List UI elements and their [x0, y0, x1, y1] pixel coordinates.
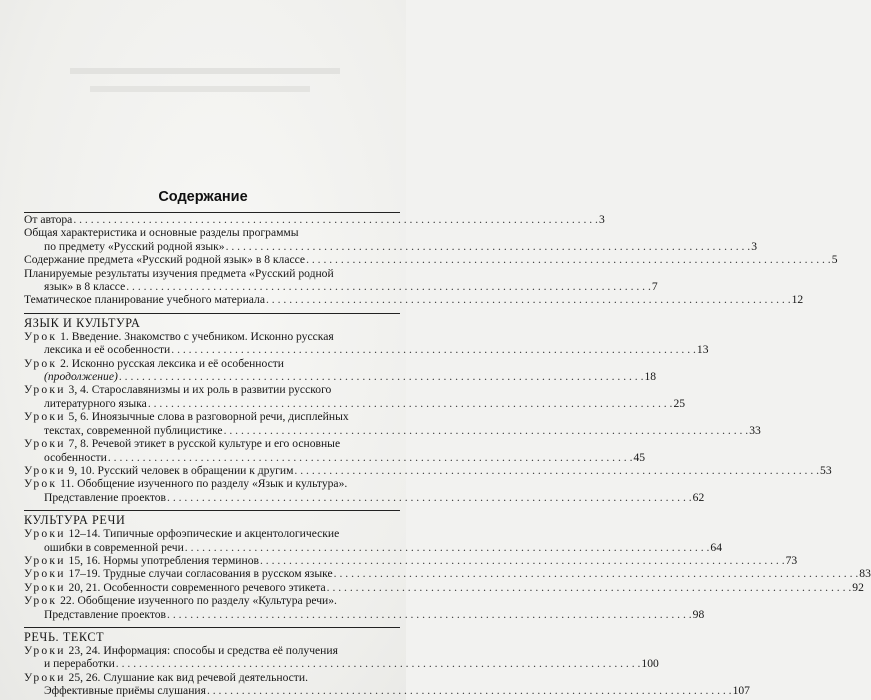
- toc-entry-last-line: [24, 370, 657, 384]
- toc-entry-last-line: [24, 213, 605, 226]
- page-number: 100: [641, 657, 659, 671]
- lesson-number: 2.: [60, 356, 69, 370]
- toc-entry-text-part: ошибки в современной речи: [44, 540, 184, 554]
- dot-leader: [306, 253, 831, 266]
- toc-entry-text: [24, 293, 265, 306]
- toc-entry-text-part: литературного языка: [44, 396, 147, 410]
- lesson-entry[interactable]: [24, 594, 705, 621]
- lesson-entry[interactable]: [24, 383, 686, 410]
- toc-entry-text: [44, 657, 115, 670]
- section-heading: КУЛЬТУРА РЕЧИ: [24, 510, 400, 527]
- lesson-line: [24, 357, 400, 370]
- toc-entry-last-line: [24, 280, 658, 294]
- toc-entry-text: [44, 491, 166, 504]
- lesson-line: [24, 644, 400, 657]
- lesson-number: 5, 6.: [68, 410, 89, 424]
- lesson-label: Уроки: [24, 383, 66, 397]
- toc-entry-last-line: [24, 580, 864, 594]
- lesson-text: Обобщение изученного по разделу «Культура речи».: [77, 594, 337, 608]
- toc-entry-text-part: по предмету «Русский родной язык»: [44, 239, 225, 253]
- lesson-number: 11.: [60, 477, 75, 491]
- toc-entry-text-part: текстах, современной публицистике: [44, 423, 223, 437]
- page-number: 53: [820, 463, 832, 477]
- lesson-entry[interactable]: [24, 329, 709, 357]
- intro-entries: [24, 213, 838, 307]
- toc-entry-text-part: лексика и её особенности: [44, 343, 171, 357]
- toc-entry-text: [44, 343, 170, 356]
- toc-entry-text: [44, 424, 223, 437]
- toc-sections: [24, 313, 871, 698]
- lesson-entry[interactable]: [24, 580, 864, 594]
- lesson-number: 20, 21.: [68, 580, 101, 594]
- page-number: 3: [598, 213, 605, 226]
- dot-leader: [108, 451, 633, 464]
- lesson-entry[interactable]: [24, 437, 646, 464]
- lesson-line: [24, 383, 400, 396]
- toc-entry-text-part: Представление проектов: [44, 607, 167, 621]
- lesson-number: 1.: [60, 329, 69, 343]
- toc-entry[interactable]: [24, 293, 804, 307]
- toc-entry-last-line: [24, 657, 659, 671]
- bleed-through-line: [70, 68, 340, 74]
- dot-leader: [266, 293, 791, 306]
- lesson-line: [24, 671, 400, 684]
- lesson-label: Уроки: [24, 410, 66, 424]
- toc-entry-text: [44, 451, 107, 464]
- lesson-entry[interactable]: [24, 410, 761, 437]
- dot-leader: [119, 370, 644, 383]
- toc-entry[interactable]: [24, 226, 757, 253]
- toc-entry-text: [44, 608, 166, 621]
- toc-entry-text: [44, 370, 118, 383]
- lesson-entry[interactable]: [24, 553, 798, 567]
- lesson-entry[interactable]: [24, 670, 750, 698]
- lesson-text: Слушание как вид речевой деятельности.: [103, 670, 308, 684]
- lesson-line: [24, 330, 400, 343]
- lesson-line: [24, 410, 400, 423]
- lesson-label: Уроки: [24, 643, 66, 657]
- page-number: 73: [785, 553, 798, 567]
- toc-entry[interactable]: [24, 266, 658, 294]
- toc-entry-text: [44, 240, 225, 253]
- toc-entry-last-line: [24, 553, 798, 567]
- toc-entry-line: Общая характеристика и основные разделы программы: [24, 226, 299, 240]
- lesson-text: Исконно русская лексика и её особенности: [71, 356, 285, 370]
- dot-leader: [73, 213, 598, 226]
- lesson-label: Уроки: [24, 580, 66, 594]
- dot-leader: [171, 343, 696, 356]
- page-number: 33: [749, 423, 761, 437]
- toc-entry-text-part: (продолжение): [44, 370, 118, 384]
- dot-leader: [126, 280, 651, 293]
- toc-entry-text: [24, 253, 305, 266]
- toc-entry-last-line: [24, 607, 705, 621]
- toc-entry-last-line: [24, 293, 804, 307]
- toc-entry-last-line: [24, 253, 838, 267]
- dot-leader: [116, 657, 641, 670]
- lesson-text: Иноязычные слова в разговорной речи, дисплейных: [91, 410, 349, 424]
- lesson-line: [24, 594, 400, 607]
- lesson-number: 15, 16.: [68, 553, 101, 567]
- lesson-label: Уроки: [24, 567, 66, 581]
- lesson-number: 7, 8.: [68, 437, 89, 451]
- lesson-text: Введение. Знакомство с учебником. Исконно русская: [71, 329, 334, 343]
- page-number: 45: [633, 450, 646, 464]
- lesson-number: 9, 10.: [68, 463, 95, 477]
- dot-leader: [224, 424, 749, 437]
- lesson-label: Урок: [24, 594, 58, 608]
- toc-entry-text-part: Особенности современного речевого этикета: [103, 580, 326, 594]
- page-number: 107: [732, 684, 750, 698]
- page-number: 98: [692, 607, 705, 621]
- dot-leader: [294, 464, 819, 477]
- lesson-label: Урок: [24, 477, 58, 491]
- lesson-label: Уроки: [24, 670, 66, 684]
- toc-entry[interactable]: [24, 213, 605, 226]
- lesson-label: Урок: [24, 356, 58, 370]
- dot-leader: [207, 684, 732, 697]
- lesson-text: Обобщение изученного по разделу «Язык и культура».: [77, 477, 348, 491]
- lesson-label: Уроки: [24, 553, 66, 567]
- dot-leader: [334, 567, 859, 580]
- toc-entry-last-line: [24, 343, 709, 357]
- toc-entry-text-part: особенности: [44, 450, 107, 464]
- page-number: 18: [644, 370, 657, 384]
- page-number: 25: [673, 396, 686, 410]
- toc-entry-last-line: [24, 684, 750, 698]
- toc-entry-last-line: [24, 450, 646, 464]
- lesson-label: Урок: [24, 329, 58, 343]
- page-number: 62: [692, 490, 705, 504]
- toc-entry-text-part: и переработки: [44, 657, 115, 671]
- dot-leader: [226, 240, 751, 253]
- toc-entry-text-part: Тематическое планирование учебного материала: [24, 293, 265, 307]
- toc-entry-text-part: Представление проектов: [44, 490, 167, 504]
- toc-entry-text-part: Трудные случаи согласования в русском языке: [103, 567, 333, 581]
- toc-entry-text: [24, 464, 293, 477]
- toc-entry-last-line: [24, 463, 832, 477]
- page-number: 13: [696, 343, 709, 357]
- toc-entry-line: Планируемые результаты изучения предмета «Русский родной: [24, 266, 334, 280]
- lesson-number: 17–19.: [68, 567, 101, 581]
- page-number: 12: [791, 293, 804, 307]
- toc-entry-text-part: От автора: [24, 213, 73, 226]
- lesson-label: Уроки: [24, 527, 66, 541]
- lesson-text: Старославянизмы и их роль в развитии русского: [91, 383, 332, 397]
- dot-leader: [167, 608, 692, 621]
- lesson-entry[interactable]: [24, 527, 722, 554]
- lesson-text: Типичные орфоэпические и акцентологические: [103, 527, 340, 541]
- lesson-number: 3, 4.: [68, 383, 89, 397]
- dot-leader: [185, 541, 710, 554]
- page-number: 5: [831, 253, 838, 267]
- lesson-entry[interactable]: [24, 643, 659, 671]
- lesson-line: [24, 477, 400, 490]
- section-heading: РЕЧЬ. ТЕКСТ: [24, 627, 400, 644]
- dot-leader: [327, 581, 852, 594]
- dot-leader: [148, 397, 673, 410]
- toc-entry-text-part: язык» в 8 классе: [44, 280, 126, 294]
- toc-entry[interactable]: [24, 253, 838, 267]
- toc-entry-text: [24, 554, 259, 567]
- toc-title: Содержание: [158, 189, 248, 205]
- dot-leader: [167, 491, 692, 504]
- toc-entry-text: [44, 397, 147, 410]
- page-number: 3: [751, 239, 757, 253]
- lesson-number: 12–14.: [68, 527, 101, 541]
- lesson-text: Речевой этикет в русской культуре и его основные: [91, 437, 341, 451]
- lesson-number: 23, 24.: [68, 643, 101, 657]
- page-number: 7: [651, 280, 658, 294]
- toc-entry-last-line: [24, 396, 686, 410]
- section-heading: ЯЗЫК И КУЛЬТУРА: [24, 313, 400, 330]
- toc-entry-text: [24, 581, 326, 594]
- lesson-entry[interactable]: [24, 477, 705, 504]
- lesson-label: Уроки: [24, 437, 66, 451]
- toc-entry-text: [24, 567, 333, 580]
- lesson-number: 22.: [60, 594, 75, 608]
- lesson-number: 25, 26.: [68, 670, 101, 684]
- lesson-text: Информация: способы и средства её получения: [103, 643, 338, 657]
- toc-entry-last-line: [24, 490, 705, 504]
- toc-entry-text-part: Содержание предмета «Русский родной язык» в 8 классе: [24, 253, 306, 267]
- toc-body: [24, 212, 871, 698]
- toc-entry-text: [44, 280, 125, 293]
- page-number: 92: [852, 580, 864, 594]
- toc-entry-text: [44, 684, 206, 697]
- lesson-entry[interactable]: [24, 463, 832, 477]
- toc-entry-text: [44, 541, 184, 554]
- toc-entry-text-part: Нормы употребления терминов: [103, 553, 259, 567]
- dot-leader: [260, 554, 785, 567]
- toc-entry-text-part: Эффективные приёмы слушания: [44, 684, 206, 698]
- lesson-entry[interactable]: [24, 567, 871, 581]
- page-number: 64: [710, 540, 722, 554]
- toc-entry-last-line: [24, 540, 722, 554]
- toc-entry-text: [24, 213, 72, 226]
- toc-entry-last-line: [24, 239, 757, 253]
- lesson-label: Уроки: [24, 463, 66, 477]
- toc-entry-text-part: Русский человек в обращении к другим: [97, 463, 294, 477]
- page-number: 83: [859, 567, 871, 581]
- lesson-line: [24, 527, 400, 540]
- toc-entry-last-line: [24, 423, 761, 437]
- toc-entry-last-line: [24, 567, 871, 581]
- bleed-through-line: [90, 86, 310, 92]
- lesson-line: [24, 437, 400, 450]
- lesson-entry[interactable]: [24, 356, 657, 384]
